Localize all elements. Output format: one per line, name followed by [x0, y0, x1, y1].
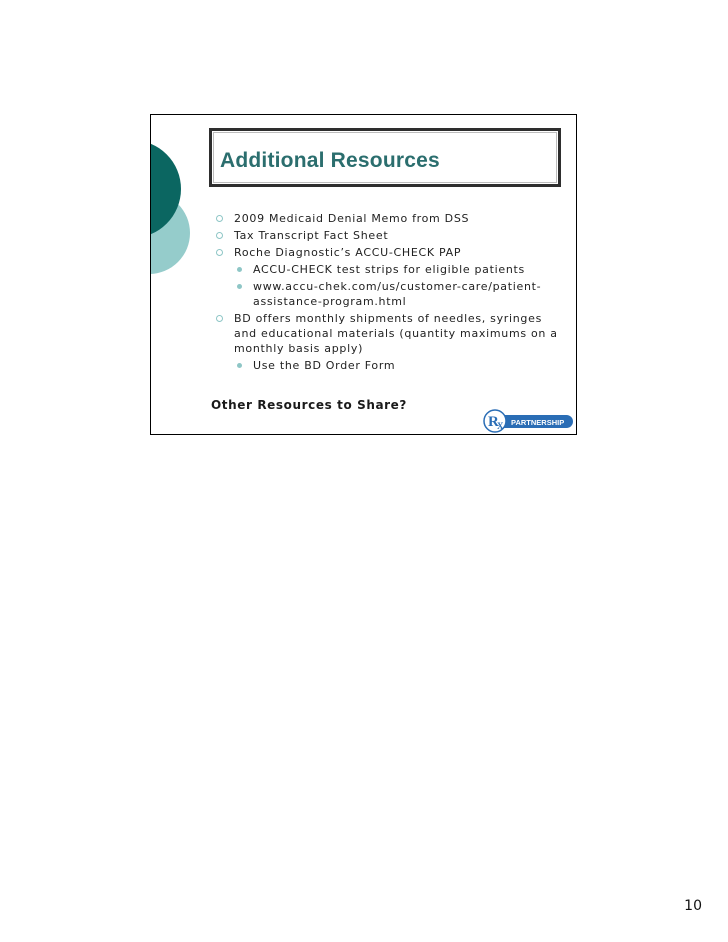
bullet-list: [215, 211, 565, 375]
sub-bullet-text: www.accu-chek.com/us/customer-care/patient-assistance-program.html: [253, 280, 542, 308]
bullet-text: Tax Transcript Fact Sheet: [234, 229, 389, 242]
decorative-circles-graphic: [151, 115, 211, 315]
ring-bullet-icon: [216, 215, 223, 222]
bullet-item: [215, 311, 565, 356]
dot-bullet-icon: [237, 284, 242, 289]
ring-bullet-icon: [216, 232, 223, 239]
bullet-text: BD offers monthly shipments of needles, syringes and educational materials (quantity maximums on a monthly basis apply): [234, 312, 558, 355]
sub-bullet-text: Use the BD Order Form: [253, 359, 396, 372]
dot-bullet-icon: [237, 363, 242, 368]
page-number: 10: [684, 898, 702, 914]
bullet-item: [215, 228, 565, 243]
ring-bullet-icon: [216, 249, 223, 256]
title-box: [209, 128, 561, 187]
closing-question: Other Resources to Share?: [211, 398, 407, 412]
logo-wordmark: PARTNERSHIP: [511, 418, 565, 427]
sub-bullet-text: ACCU-CHECK test strips for eligible patients: [253, 263, 525, 276]
sub-bullet-item: [215, 262, 565, 277]
sub-bullet-item: [215, 358, 565, 373]
logo-letter-r: R: [488, 414, 499, 430]
bullet-text: 2009 Medicaid Denial Memo from DSS: [234, 212, 470, 225]
slide-title: Additional Resources: [220, 149, 440, 172]
sub-bullet-item: [215, 279, 565, 309]
dot-bullet-icon: [237, 267, 242, 272]
bullet-item: [215, 211, 565, 226]
ring-bullet-icon: [216, 315, 223, 322]
slide: [150, 114, 577, 435]
logo-letter-x: X: [497, 421, 504, 431]
bullet-text: Roche Diagnostic’s ACCU-CHECK PAP: [234, 246, 462, 259]
bullet-item: [215, 245, 565, 260]
rx-partnership-logo: [483, 409, 573, 433]
